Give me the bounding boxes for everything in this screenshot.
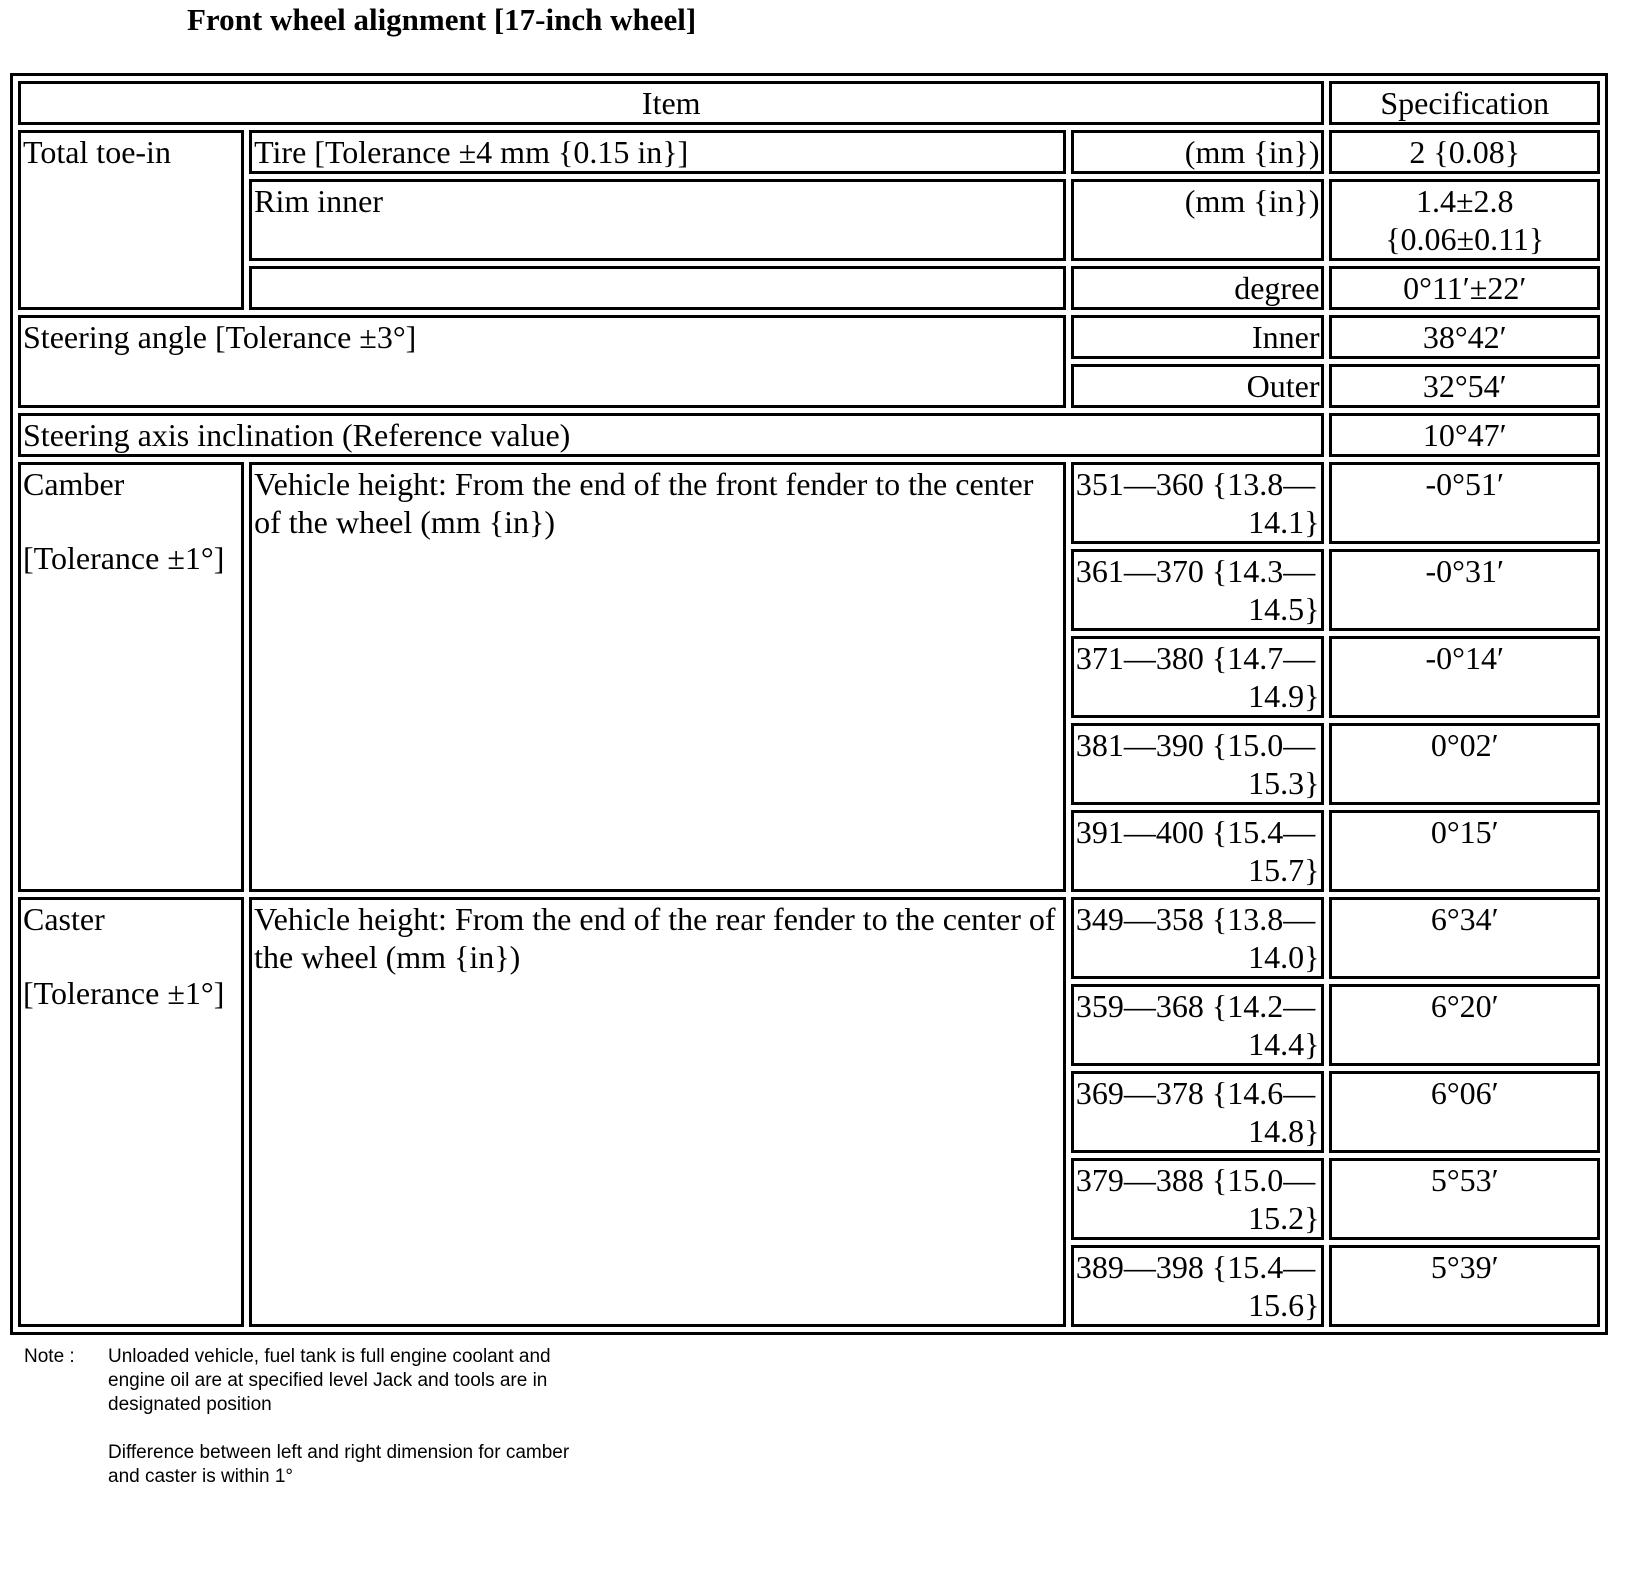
caster-value: 6°34′ bbox=[1329, 897, 1600, 979]
toe-in-tire-unit: (mm {in}) bbox=[1071, 130, 1325, 174]
caster-range-line1: 379—388 {15.0— bbox=[1075, 1162, 1316, 1198]
camber-label-cell bbox=[18, 462, 244, 892]
caster-range bbox=[1071, 897, 1325, 979]
camber-range bbox=[1071, 636, 1325, 718]
camber-range-line2: 14.1} bbox=[1248, 504, 1320, 540]
camber-range-line1: 381—390 {15.0— bbox=[1075, 727, 1316, 763]
caster-tolerance: [Tolerance ±1°] bbox=[23, 975, 225, 1011]
camber-value: 0°02′ bbox=[1329, 723, 1600, 805]
steering-angle-label: Steering angle [Tolerance ±3°] bbox=[18, 315, 1066, 408]
toe-in-tire-row bbox=[18, 130, 1600, 174]
toe-in-rim-value bbox=[1329, 179, 1600, 261]
camber-value: -0°51′ bbox=[1329, 462, 1600, 544]
alignment-spec-table bbox=[10, 73, 1608, 1335]
camber-range-line1: 371—380 {14.7— bbox=[1075, 640, 1316, 676]
toe-in-degree-value: 0°11′±22′ bbox=[1329, 266, 1600, 310]
toe-in-rim-unit: (mm {in}) bbox=[1071, 179, 1325, 261]
caster-range-line2: 14.8} bbox=[1248, 1113, 1320, 1149]
toe-in-rim-label: Rim inner bbox=[249, 179, 1066, 261]
caster-description: Vehicle height: From the end of the rear fender to the center of the wheel (mm {in}) bbox=[249, 897, 1066, 1327]
camber-range bbox=[1071, 810, 1325, 892]
caster-range bbox=[1071, 1245, 1325, 1327]
axis-inclination-label: Steering axis inclination (Reference value) bbox=[18, 413, 1324, 457]
axis-inclination-value: 10°47′ bbox=[1329, 413, 1600, 457]
steering-angle-outer-value: 32°54′ bbox=[1329, 364, 1600, 408]
toe-in-degree-unit: degree bbox=[1071, 266, 1325, 310]
steering-angle-outer-unit: Outer bbox=[1071, 364, 1325, 408]
caster-range-line1: 359—368 {14.2— bbox=[1075, 988, 1316, 1024]
caster-range-line2: 15.6} bbox=[1248, 1287, 1320, 1323]
toe-in-degree-row bbox=[18, 266, 1600, 310]
caster-range-line1: 349—358 {13.8— bbox=[1075, 901, 1316, 937]
axis-inclination-row bbox=[18, 413, 1600, 457]
note-paragraph-1: Unloaded vehicle, fuel tank is full engine coolant and engine oil are at specified level Jack and tools are in designated position bbox=[108, 1346, 551, 1415]
camber-label: Camber bbox=[23, 466, 125, 502]
steering-angle-inner-row bbox=[18, 315, 1600, 359]
caster-range bbox=[1071, 984, 1325, 1066]
note-text bbox=[108, 1345, 588, 1513]
camber-row bbox=[18, 462, 1600, 544]
camber-range bbox=[1071, 549, 1325, 631]
caster-value: 5°39′ bbox=[1329, 1245, 1600, 1327]
caster-label: Caster bbox=[23, 901, 105, 937]
camber-range-line1: 361—370 {14.3— bbox=[1075, 553, 1316, 589]
toe-in-tire-label: Tire [Tolerance ±4 mm {0.15 in}] bbox=[249, 130, 1066, 174]
camber-range-line2: 15.7} bbox=[1248, 852, 1320, 888]
camber-range-line1: 351—360 {13.8— bbox=[1075, 466, 1316, 502]
caster-range-line2: 15.2} bbox=[1248, 1200, 1320, 1236]
camber-range bbox=[1071, 462, 1325, 544]
toe-in-rim-row bbox=[18, 179, 1600, 261]
caster-value: 5°53′ bbox=[1329, 1158, 1600, 1240]
steering-angle-inner-value: 38°42′ bbox=[1329, 315, 1600, 359]
document-title: Front wheel alignment [17-inch wheel] bbox=[187, 2, 697, 37]
camber-description: Vehicle height: From the end of the front fender to the center of the wheel (mm {in}) bbox=[249, 462, 1066, 892]
camber-value: -0°31′ bbox=[1329, 549, 1600, 631]
caster-range-line1: 369—378 {14.6— bbox=[1075, 1075, 1316, 1111]
header-specification: Specification bbox=[1329, 81, 1600, 125]
caster-value: 6°20′ bbox=[1329, 984, 1600, 1066]
camber-tolerance: [Tolerance ±1°] bbox=[23, 540, 225, 576]
toe-in-degree-blank bbox=[249, 266, 1066, 310]
caster-value: 6°06′ bbox=[1329, 1071, 1600, 1153]
camber-range-line2: 14.5} bbox=[1248, 591, 1320, 627]
caster-range bbox=[1071, 1071, 1325, 1153]
camber-range-line1: 391—400 {15.4— bbox=[1075, 814, 1316, 850]
caster-label-cell bbox=[18, 897, 244, 1327]
toe-in-rim-value-line2: {0.06±0.11} bbox=[1385, 221, 1545, 257]
camber-value: -0°14′ bbox=[1329, 636, 1600, 718]
note-label: Note : bbox=[24, 1346, 75, 1367]
note-paragraph-2: Difference between left and right dimension for camber and caster is within 1° bbox=[108, 1442, 570, 1487]
toe-in-tire-value: 2 {0.08} bbox=[1329, 130, 1600, 174]
caster-range-line2: 14.4} bbox=[1248, 1026, 1320, 1062]
steering-angle-inner-unit: Inner bbox=[1071, 315, 1325, 359]
caster-range bbox=[1071, 1158, 1325, 1240]
toe-in-rim-value-line1: 1.4±2.8 bbox=[1415, 183, 1514, 219]
header-row bbox=[18, 81, 1600, 125]
camber-range bbox=[1071, 723, 1325, 805]
toe-in-label: Total toe-in bbox=[18, 130, 244, 310]
camber-value: 0°15′ bbox=[1329, 810, 1600, 892]
caster-range-line2: 14.0} bbox=[1248, 939, 1320, 975]
camber-range-line2: 15.3} bbox=[1248, 765, 1320, 801]
caster-row bbox=[18, 897, 1600, 979]
camber-range-line2: 14.9} bbox=[1248, 678, 1320, 714]
caster-range-line1: 389—398 {15.4— bbox=[1075, 1249, 1316, 1285]
header-item: Item bbox=[18, 81, 1324, 125]
